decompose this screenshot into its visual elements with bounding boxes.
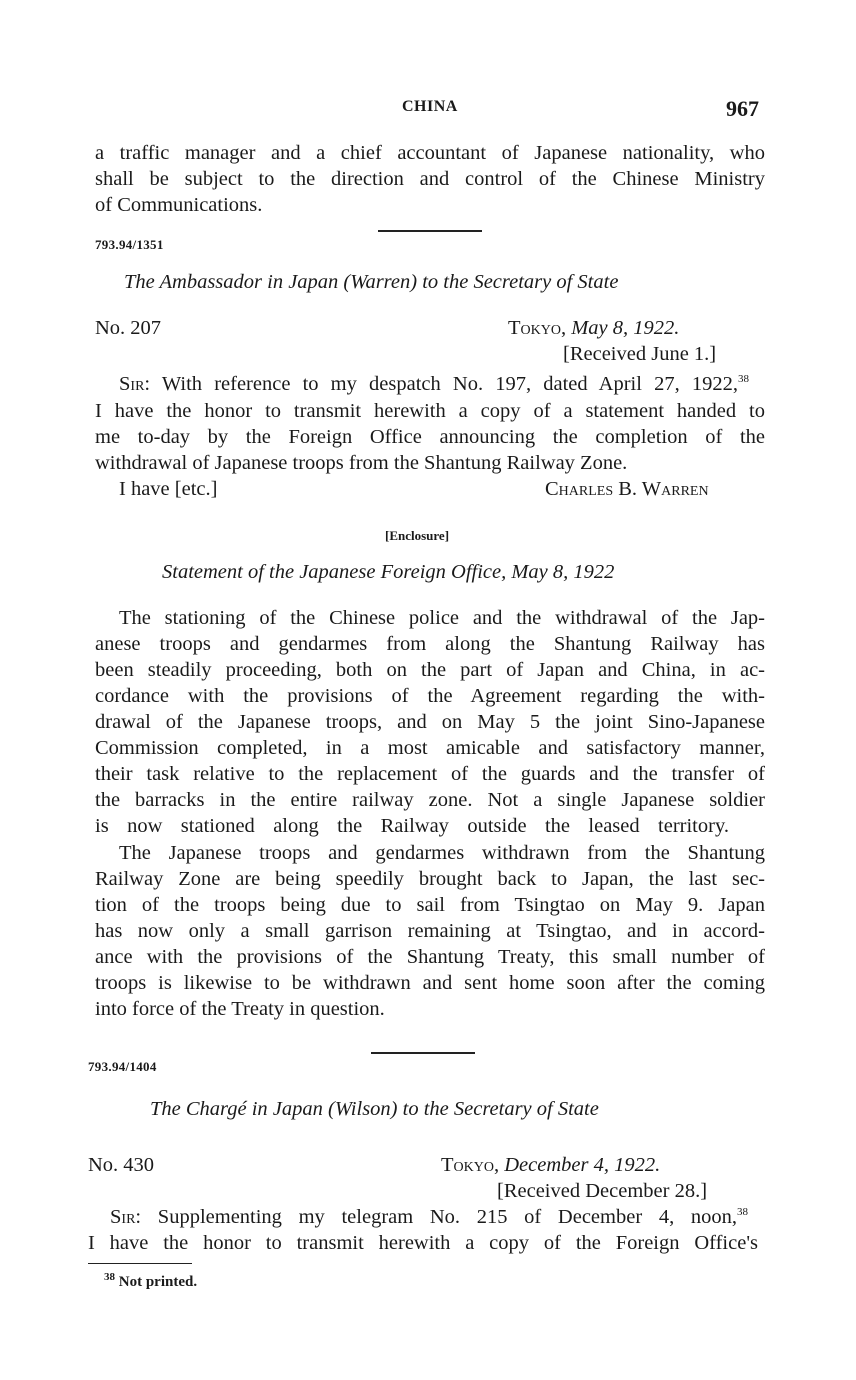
letter-first-line [110,1205,748,1231]
despatch-number: No. 207 [95,317,162,339]
dateline [508,316,679,342]
footnote [104,1271,198,1291]
enclosure-line: Commission completed, in a most amicable and satisfactory manner, [95,737,765,759]
dateline-place: Tokyo, [441,1154,500,1176]
enclosure-line: into force of the Treaty in question. [95,998,385,1020]
enclosure-line: tion of the troops being due to sail from Tsingtao on May 9. Japan [95,894,765,916]
enclosure-line: drawal of the Japanese troops, and on May 5 the joint Sino-Japanese [95,711,765,733]
letter-line: I have the honor to transmit herewith a copy of a statement handed to [95,400,765,422]
enclosure-line: The Japanese troops and gendarmes withdrawn from the Shantung [119,842,765,864]
received-note: [Received December 28.] [497,1180,708,1202]
dateline [441,1153,660,1179]
footnote-text: Not printed. [118,1274,198,1290]
enclosure-line: The stationing of the Chinese police and the withdrawal of the Jap- [119,607,765,629]
letter-line: withdrawal of Japanese troops from the Shantung Railway Zone. [95,452,628,474]
continuation-line: shall be subject to the direction and control of the Chinese Ministry [95,168,765,190]
enclosure-line: the barracks in the entire railway zone. Not a single Japanese soldier [95,789,765,811]
file-number: 793.94/1404 [88,1059,157,1074]
salutation: Sir: [119,373,151,395]
section-divider [378,230,482,232]
continuation-line: of Communications. [95,194,263,216]
footnote-reference: 38 [737,1206,749,1219]
file-number: 793.94/1351 [95,237,164,252]
despatch-number: No. 430 [88,1154,155,1176]
enclosure-line: troops is likewise to be withdrawn and sent home soon after the coming [95,972,765,994]
enclosure-line: has now only a small garrison remaining at Tsingtao, and in accord- [95,920,765,942]
enclosure-line: is now stationed along the Railway outside the leased territory. [95,815,729,837]
letter-line: me to-day by the Foreign Office announcing the completion of the [95,426,765,448]
continuation-line: a traffic manager and a chief accountant of Japanese nationality, who [95,142,765,164]
received-note: [Received June 1.] [563,343,717,365]
salutation: Sir: [110,1206,142,1228]
footnote-rule [88,1263,192,1264]
dateline-date: December 4, 1922. [504,1154,661,1176]
enclosure-label: [Enclosure] [385,528,450,543]
letter-first-line [119,372,749,398]
section-divider [371,1052,475,1054]
document-heading: The Ambassador in Japan (Warren) to the Secretary of State [124,271,619,293]
enclosure-line: cordance with the provisions of the Agreement regarding the with- [95,685,765,707]
letter-line: I have the honor to transmit herewith a copy of the Foreign Office's [88,1232,758,1254]
enclosure-line: been steadily proceeding, both on the part of Japan and China, in ac- [95,659,765,681]
enclosure-line: Railway Zone are being speedily brought back to Japan, the last sec- [95,868,765,890]
enclosure-heading: Statement of the Japanese Foreign Office, May 8, 1922 [162,561,615,583]
dateline-place: Tokyo, [508,317,567,339]
dateline-date: May 8, 1922. [571,317,680,339]
running-header-title: CHINA [402,98,458,115]
enclosure-line: their task relative to the replacement of the guards and the transfer of [95,763,765,785]
footnote-reference: 38 [738,373,749,386]
enclosure-line: ance with the provisions of the Shantung Treaty, this small number of [95,946,765,968]
letter-line: Supplementing my telegram No. 215 of December 4, noon, [157,1206,738,1228]
enclosure-line: anese troops and gendarmes from along the Shantung Railway has [95,633,765,655]
page-number: 967 [726,96,759,121]
letter-line: With reference to my despatch No. 197, dated April 27, 1922, [161,373,738,395]
closing: I have [etc.] [119,478,218,500]
footnote-marker: 38 [104,1271,115,1283]
document-heading: The Chargé in Japan (Wilson) to the Secretary of State [150,1098,599,1120]
signature: Charles B. Warren [545,478,709,500]
